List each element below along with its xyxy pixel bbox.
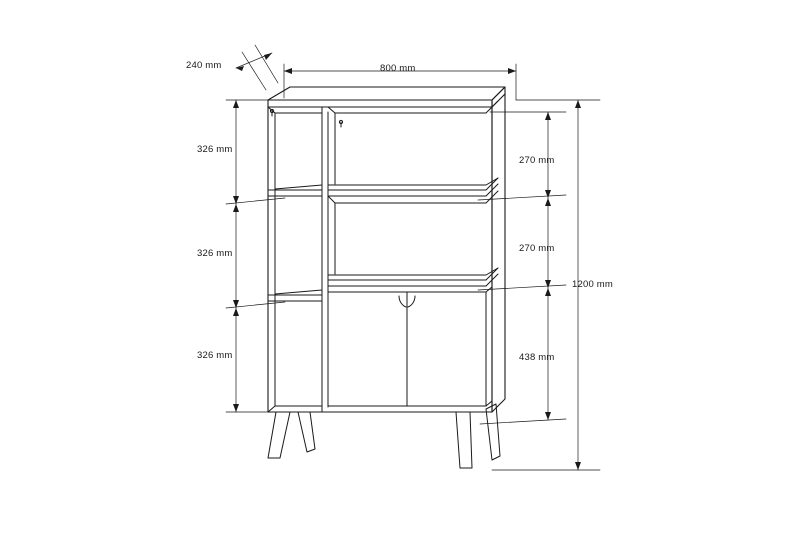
dimension-label-left-shelf-2: 326 mm: [197, 248, 233, 259]
dimension-label-left-shelf-1: 326 mm: [197, 144, 233, 155]
dimension-label-right-shelf-2: 270 mm: [519, 243, 555, 254]
cabinet-outline: [268, 87, 505, 412]
dimension-label-right-shelf-1: 270 mm: [519, 155, 555, 166]
cabinet-legs: [268, 404, 500, 468]
dimension-label-width: 800 mm: [380, 63, 416, 74]
dimension-label-depth: 240 mm: [186, 60, 222, 71]
dimension-label-total-height: 1200 mm: [572, 279, 614, 290]
dimension-label-cabinet-height: 438 mm: [519, 352, 555, 363]
cabinet-internals: [268, 101, 498, 412]
dimension-label-left-shelf-3: 326 mm: [197, 350, 233, 361]
